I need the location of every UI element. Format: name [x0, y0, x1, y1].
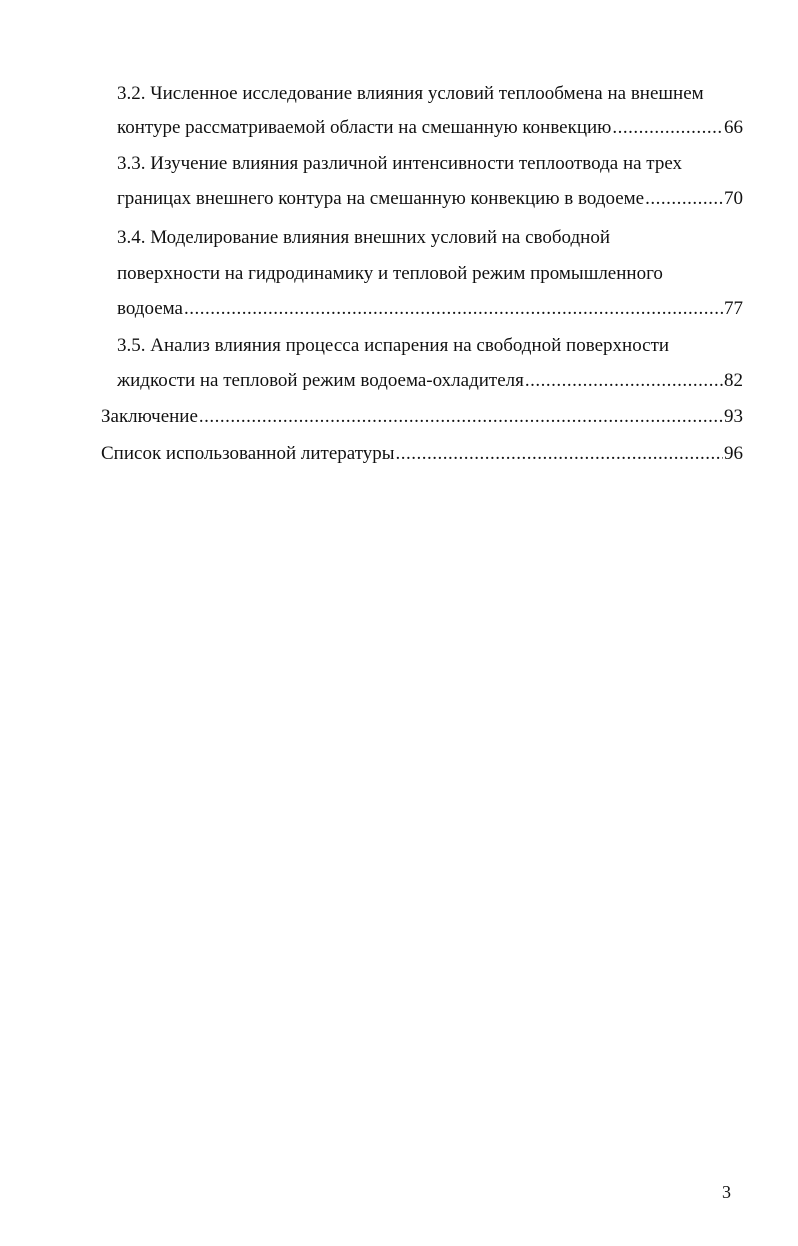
toc-entry-3-4-line-3 — [0, 297, 743, 321]
toc-text: 3.3. Изучение влияния различной интенсивности теплоотвода на трех — [117, 153, 683, 174]
page-number: 3 — [722, 1182, 731, 1202]
toc-entry-3-5-line-2 — [0, 369, 743, 393]
toc-entry-3-4-line-2 — [0, 262, 743, 286]
toc-leader-dots — [199, 405, 723, 429]
toc-text: жидкости на тепловой режим водоема-охладителя — [117, 370, 524, 391]
toc-page-number: 66 — [724, 117, 743, 138]
toc-text: 3.4. Моделирование влияния внешних условий на свободной — [117, 227, 610, 248]
toc-page-number: 96 — [724, 443, 743, 464]
toc-text: 3.2. Численное исследование влияния условий теплообмена на внешнем — [117, 83, 704, 104]
toc-page-number: 93 — [724, 406, 743, 427]
toc-page-number: 82 — [724, 370, 743, 391]
toc-entry-conclusion — [0, 405, 743, 429]
toc-page-number: 70 — [724, 188, 743, 209]
toc-leader-dots — [525, 369, 723, 393]
toc-text: Список использованной литературы — [101, 443, 395, 464]
toc-text: границах внешнего контура на смешанную конвекцию в водоеме — [117, 188, 645, 209]
toc-leader-dots — [645, 187, 723, 211]
toc-page-number: 77 — [724, 298, 743, 319]
toc-entry-3-4-line-1 — [0, 226, 743, 250]
toc-entry-3-2-line-1 — [0, 82, 743, 106]
toc-text: поверхности на гидродинамику и тепловой режим промышленного — [117, 263, 663, 284]
toc-text: Заключение — [101, 406, 198, 427]
toc-text: контуре рассматриваемой области на смешанную конвекцию — [117, 117, 612, 138]
toc-leader-dots — [184, 297, 723, 321]
toc-entry-3-3-line-2 — [0, 187, 743, 211]
toc-entry-3-2-line-2 — [0, 116, 743, 140]
toc-text: водоема — [117, 298, 183, 319]
toc-text: 3.5. Анализ влияния процесса испарения на свободной поверхности — [117, 335, 670, 356]
toc-entry-3-3-line-1 — [0, 152, 743, 176]
toc-leader-dots — [612, 116, 723, 140]
toc-leader-dots — [396, 442, 723, 466]
toc-entry-references — [0, 442, 743, 466]
toc-entry-3-5-line-1 — [0, 334, 743, 358]
